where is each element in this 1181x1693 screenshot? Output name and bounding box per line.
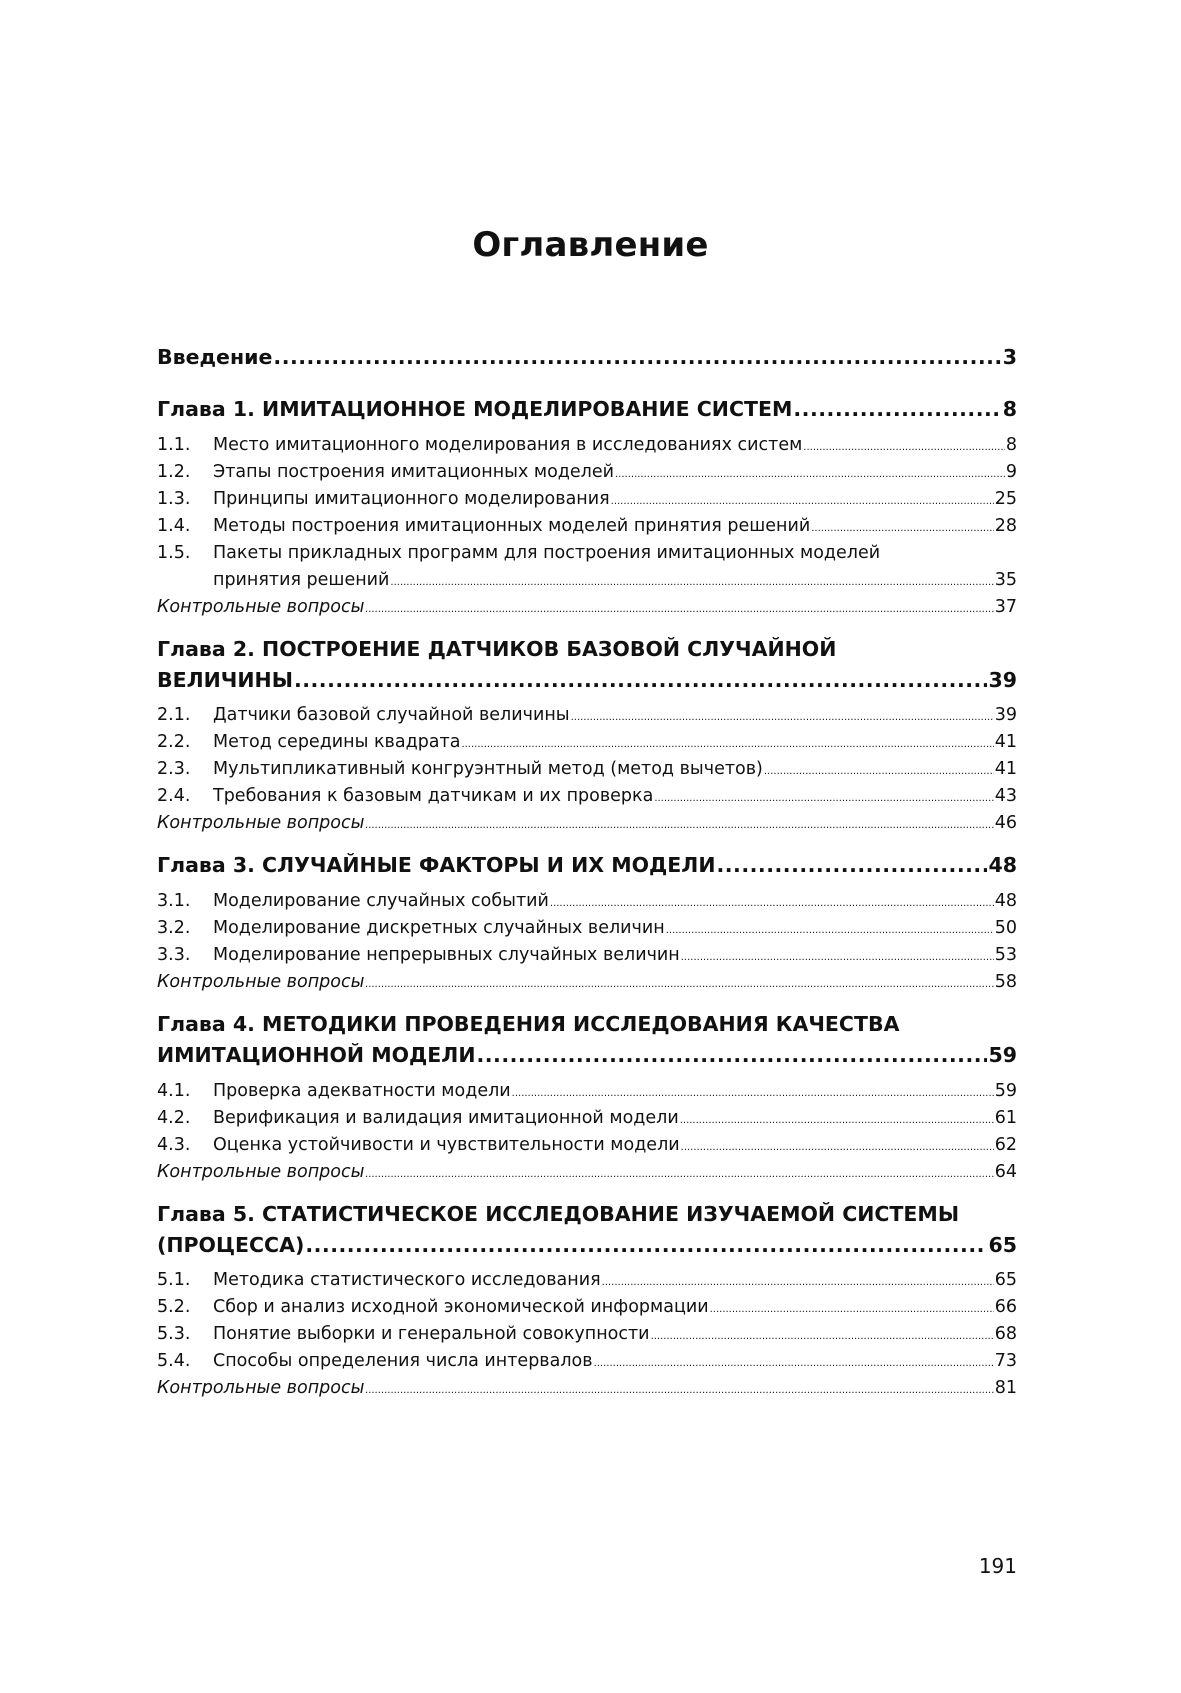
toc-questions-1[interactable]: [157, 597, 1017, 617]
toc-num: 4.2.: [157, 1108, 191, 1128]
toc-item-1-1[interactable]: [157, 435, 1017, 455]
toc-item-1-5-line2[interactable]: [157, 570, 1017, 590]
page-title: Оглавление: [472, 225, 709, 265]
toc-page: 8: [1005, 435, 1017, 455]
toc-item-1-3[interactable]: [157, 489, 1017, 509]
dot-leader: [654, 793, 993, 804]
toc-page: 41: [994, 759, 1017, 779]
toc-item-1-2[interactable]: [157, 462, 1017, 482]
toc-item-3-2[interactable]: [157, 918, 1017, 938]
toc-page: 28: [994, 516, 1017, 536]
toc-item-5-2[interactable]: [157, 1297, 1017, 1317]
toc-label: Контрольные вопросы: [157, 1162, 365, 1182]
toc-item-2-3[interactable]: [157, 759, 1017, 779]
toc-page: 48: [988, 853, 1017, 877]
toc-item-1-4[interactable]: [157, 516, 1017, 536]
toc-page: 61: [994, 1108, 1017, 1128]
toc-label: Требования к базовым датчикам и их проверка: [213, 786, 654, 806]
toc-num: 1.5.: [157, 543, 191, 563]
toc-page: 68: [994, 1324, 1017, 1344]
toc-item-5-4[interactable]: [157, 1351, 1017, 1371]
toc-page: 37: [994, 597, 1017, 617]
toc-page: 39: [988, 668, 1017, 692]
dot-leader: [305, 1233, 987, 1257]
toc-item-4-2[interactable]: [157, 1108, 1017, 1128]
toc-label: Пакеты прикладных программ для построения имитационных моделей: [213, 543, 881, 563]
dot-leader: [680, 1115, 994, 1126]
toc-num: 2.2.: [157, 732, 191, 752]
dot-leader: [681, 952, 994, 963]
toc-page: 8: [1002, 397, 1017, 421]
toc-page: 41: [994, 732, 1017, 752]
dot-leader: [602, 1277, 994, 1288]
toc-num: 2.3.: [157, 759, 191, 779]
toc-chapter-3[interactable]: [157, 853, 1017, 877]
toc-label: Контрольные вопросы: [157, 1378, 365, 1398]
toc-entry-intro[interactable]: [157, 345, 1017, 369]
toc-label: принятия решений: [213, 570, 390, 590]
toc-page: 25: [994, 489, 1017, 509]
toc-chapter-4[interactable]: [157, 1043, 1017, 1067]
toc-item-4-3[interactable]: [157, 1135, 1017, 1155]
toc-page: 3: [1002, 345, 1017, 369]
dot-leader: [365, 604, 993, 615]
dot-leader: [365, 1385, 993, 1396]
toc-page: 62: [994, 1135, 1017, 1155]
toc-questions-4[interactable]: [157, 1162, 1017, 1182]
toc-questions-3[interactable]: [157, 972, 1017, 992]
toc-label: Место имитационного моделирования в исследованиях систем: [213, 435, 803, 455]
toc-num: 2.1.: [157, 705, 191, 725]
toc-label: Принципы имитационного моделирования: [213, 489, 610, 509]
toc-chapter-1[interactable]: [157, 397, 1017, 421]
dot-leader: [811, 523, 993, 534]
toc-label: Способы определения числа интервалов: [213, 1351, 593, 1371]
toc-item-5-3[interactable]: [157, 1324, 1017, 1344]
toc-chapter-5[interactable]: [157, 1233, 1017, 1257]
toc-num: 4.1.: [157, 1081, 191, 1101]
toc-label: Моделирование дискретных случайных величин: [213, 918, 665, 938]
toc-item-2-2[interactable]: [157, 732, 1017, 752]
dot-leader: [666, 925, 994, 936]
dot-leader: [651, 1331, 994, 1342]
toc-label: Введение: [157, 345, 273, 369]
dot-leader: [273, 345, 1001, 369]
toc-num: 5.2.: [157, 1297, 191, 1317]
toc-page: 35: [994, 570, 1017, 590]
toc-label: Этапы построения имитационных моделей: [213, 462, 614, 482]
toc-label: Контрольные вопросы: [157, 813, 365, 833]
dot-leader: [716, 853, 987, 877]
toc-label: Метод середины квадрата: [213, 732, 461, 752]
toc-label: (ПРОЦЕССА): [157, 1233, 305, 1257]
toc-num: 4.3.: [157, 1135, 191, 1155]
toc-num: 5.1.: [157, 1270, 191, 1290]
dot-leader: [710, 1304, 994, 1315]
toc-item-3-1[interactable]: [157, 891, 1017, 911]
toc-label: Мультипликативный конгруэнтный метод (метод вычетов): [213, 759, 763, 779]
toc-label: Проверка адекватности модели: [213, 1081, 511, 1101]
dot-leader: [681, 1142, 994, 1153]
toc-page: 66: [994, 1297, 1017, 1317]
dot-leader: [476, 1043, 987, 1067]
toc-num: 3.1.: [157, 891, 191, 911]
toc-label: Моделирование случайных событий: [213, 891, 549, 911]
dot-leader: [390, 577, 993, 588]
toc-num: 1.2.: [157, 462, 191, 482]
toc-page: 48: [994, 891, 1017, 911]
toc-chapter-2-line1[interactable]: Глава 2. ПОСТРОЕНИЕ ДАТЧИКОВ БАЗОВОЙ СЛУЧАЙНОЙ: [157, 637, 837, 661]
toc-label: ИМИТАЦИОННОЙ МОДЕЛИ: [157, 1043, 476, 1067]
toc-num: 1.4.: [157, 516, 191, 536]
toc-num: 3.3.: [157, 945, 191, 965]
toc-label: Глава 3. СЛУЧАЙНЫЕ ФАКТОРЫ И ИХ МОДЕЛИ: [157, 853, 716, 877]
toc-num: 5.4.: [157, 1351, 191, 1371]
toc-num: 5.3.: [157, 1324, 191, 1344]
toc-page: 81: [994, 1378, 1017, 1398]
toc-label: Методика статистического исследования: [213, 1270, 601, 1290]
toc-page: 58: [994, 972, 1017, 992]
toc-chapter-4-line1[interactable]: Глава 4. МЕТОДИКИ ПРОВЕДЕНИЯ ИССЛЕДОВАНИЯ КАЧЕСТВА: [157, 1012, 900, 1036]
dot-leader: [461, 739, 993, 750]
toc-questions-5[interactable]: [157, 1378, 1017, 1398]
dot-leader: [793, 397, 1001, 421]
toc-label: ВЕЛИЧИНЫ: [157, 668, 293, 692]
toc-item-1-5-line1[interactable]: [157, 543, 880, 563]
toc-item-3-3[interactable]: [157, 945, 1017, 965]
toc-num: 1.3.: [157, 489, 191, 509]
toc-item-5-1[interactable]: [157, 1270, 1017, 1290]
toc-page: 50: [994, 918, 1017, 938]
toc-questions-2[interactable]: [157, 813, 1017, 833]
dot-leader: [803, 442, 1005, 453]
toc-label: Методы построения имитационных моделей принятия решений: [213, 516, 811, 536]
dot-leader: [615, 469, 1005, 480]
dot-leader: [365, 979, 993, 990]
toc-label: Сбор и анализ исходной экономической информации: [213, 1297, 709, 1317]
toc-page: 64: [994, 1162, 1017, 1182]
toc-page: 59: [988, 1043, 1017, 1067]
toc-num: 3.2.: [157, 918, 191, 938]
toc-page: 43: [994, 786, 1017, 806]
toc-page: 53: [994, 945, 1017, 965]
toc-item-2-4[interactable]: [157, 786, 1017, 806]
dot-leader: [764, 766, 994, 777]
toc-page: 46: [994, 813, 1017, 833]
dot-leader: [550, 898, 994, 909]
toc-page: 59: [994, 1081, 1017, 1101]
toc-chapter-5-line1[interactable]: Глава 5. СТАТИСТИЧЕСКОЕ ИССЛЕДОВАНИЕ ИЗУЧАЕМОЙ СИСТЕМЫ: [157, 1202, 960, 1226]
toc-page: 65: [988, 1233, 1017, 1257]
toc-chapter-2[interactable]: [157, 668, 1017, 692]
toc-label: Понятие выборки и генеральной совокупности: [213, 1324, 650, 1344]
dot-leader: [294, 668, 988, 692]
toc-page: 39: [994, 705, 1017, 725]
dot-leader: [365, 1169, 993, 1180]
toc-label: Оценка устойчивости и чувствительности модели: [213, 1135, 680, 1155]
page-number: 191: [978, 1554, 1017, 1578]
toc-label: Глава 1. ИМИТАЦИОННОЕ МОДЕЛИРОВАНИЕ СИСТЕМ: [157, 397, 793, 421]
toc-page: 73: [994, 1351, 1017, 1371]
toc-label: Контрольные вопросы: [157, 597, 365, 617]
toc-page: 65: [994, 1270, 1017, 1290]
toc-item-2-1[interactable]: [157, 705, 1017, 725]
toc-label: Моделирование непрерывных случайных величин: [213, 945, 680, 965]
dot-leader: [365, 820, 993, 831]
dot-leader: [611, 496, 994, 507]
toc-label: Верификация и валидация имитационной модели: [213, 1108, 679, 1128]
toc-num: 2.4.: [157, 786, 191, 806]
toc-label: Контрольные вопросы: [157, 972, 365, 992]
dot-leader: [512, 1088, 994, 1099]
dot-leader: [594, 1358, 994, 1369]
toc-num: 1.1.: [157, 435, 191, 455]
dot-leader: [571, 712, 994, 723]
toc-item-4-1[interactable]: [157, 1081, 1017, 1101]
toc-page: 9: [1005, 462, 1017, 482]
toc-label: Датчики базовой случайной величины: [213, 705, 570, 725]
